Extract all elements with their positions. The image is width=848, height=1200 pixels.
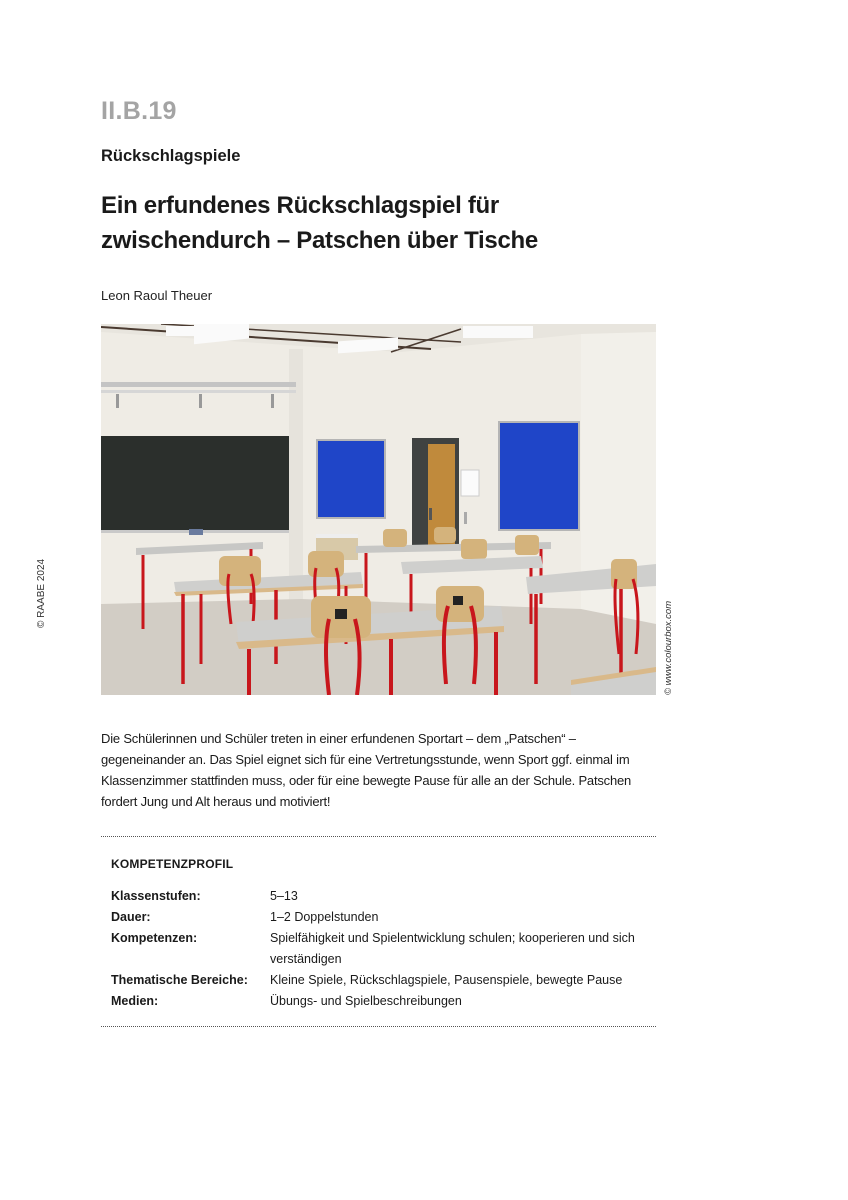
profile-row bbox=[111, 970, 656, 991]
profile-row bbox=[111, 928, 656, 970]
profile-label: Klassenstufen: bbox=[111, 889, 201, 903]
profile-label: Thematische Bereiche: bbox=[111, 973, 248, 987]
profile-value: Übungs- und Spielbeschreibungen bbox=[270, 994, 462, 1008]
profile-label: Kompetenzen: bbox=[111, 931, 198, 945]
pinboard-right bbox=[499, 422, 579, 530]
profile-row bbox=[111, 991, 656, 1012]
map-rail bbox=[101, 382, 296, 387]
profile-heading: KOMPETENZPROFIL bbox=[111, 857, 234, 871]
profile-row bbox=[111, 907, 656, 928]
pinboard-left bbox=[317, 440, 385, 518]
profile-label: Medien: bbox=[111, 994, 159, 1008]
category-heading: Rückschlagspiele bbox=[101, 147, 241, 165]
profile-value: 5–13 bbox=[270, 889, 298, 903]
section-code: II.B.19 bbox=[101, 97, 177, 125]
classroom-illustration bbox=[101, 324, 656, 695]
author: Leon Raoul Theuer bbox=[101, 288, 213, 303]
photo-credit: © www.colourbox.com bbox=[663, 600, 674, 695]
profile-value: Spielfähigkeit und Spielentwicklung schulen; kooperieren und sich verständigen bbox=[270, 931, 635, 966]
profile-label: Dauer: bbox=[111, 910, 151, 924]
profile-table bbox=[111, 886, 656, 1012]
divider-bottom bbox=[101, 1026, 656, 1027]
profile-row bbox=[111, 886, 656, 907]
classroom-photo bbox=[101, 324, 656, 695]
divider-top bbox=[101, 836, 656, 837]
ceiling-light bbox=[463, 326, 533, 338]
page-title: Ein erfundenes Rückschlagspiel für zwischendurch – Patschen über Tische bbox=[101, 192, 538, 254]
intro-paragraph: Die Schülerinnen und Schüler treten in einer erfundenen Sportart – dem „Patschen“ – gegeneinander an. Das Spiel eignet sich für eine Vertretungsstunde, wenn Sport ggf. einmal im Klassenzimmer stattfinden muss, oder für eine bewegte Pause für alle an der Schule. Patschen fordert Jung und Alt heraus und motiviert! bbox=[101, 731, 632, 809]
ceiling-light bbox=[166, 326, 206, 336]
side-copyright: © RAABE 2024 bbox=[36, 558, 47, 628]
profile-value: 1–2 Doppelstunden bbox=[270, 910, 379, 924]
chalkboard bbox=[101, 436, 289, 530]
wall-pillar bbox=[289, 349, 303, 604]
profile-value: Kleine Spiele, Rückschlagspiele, Pausenspiele, bewegte Pause bbox=[270, 973, 623, 987]
